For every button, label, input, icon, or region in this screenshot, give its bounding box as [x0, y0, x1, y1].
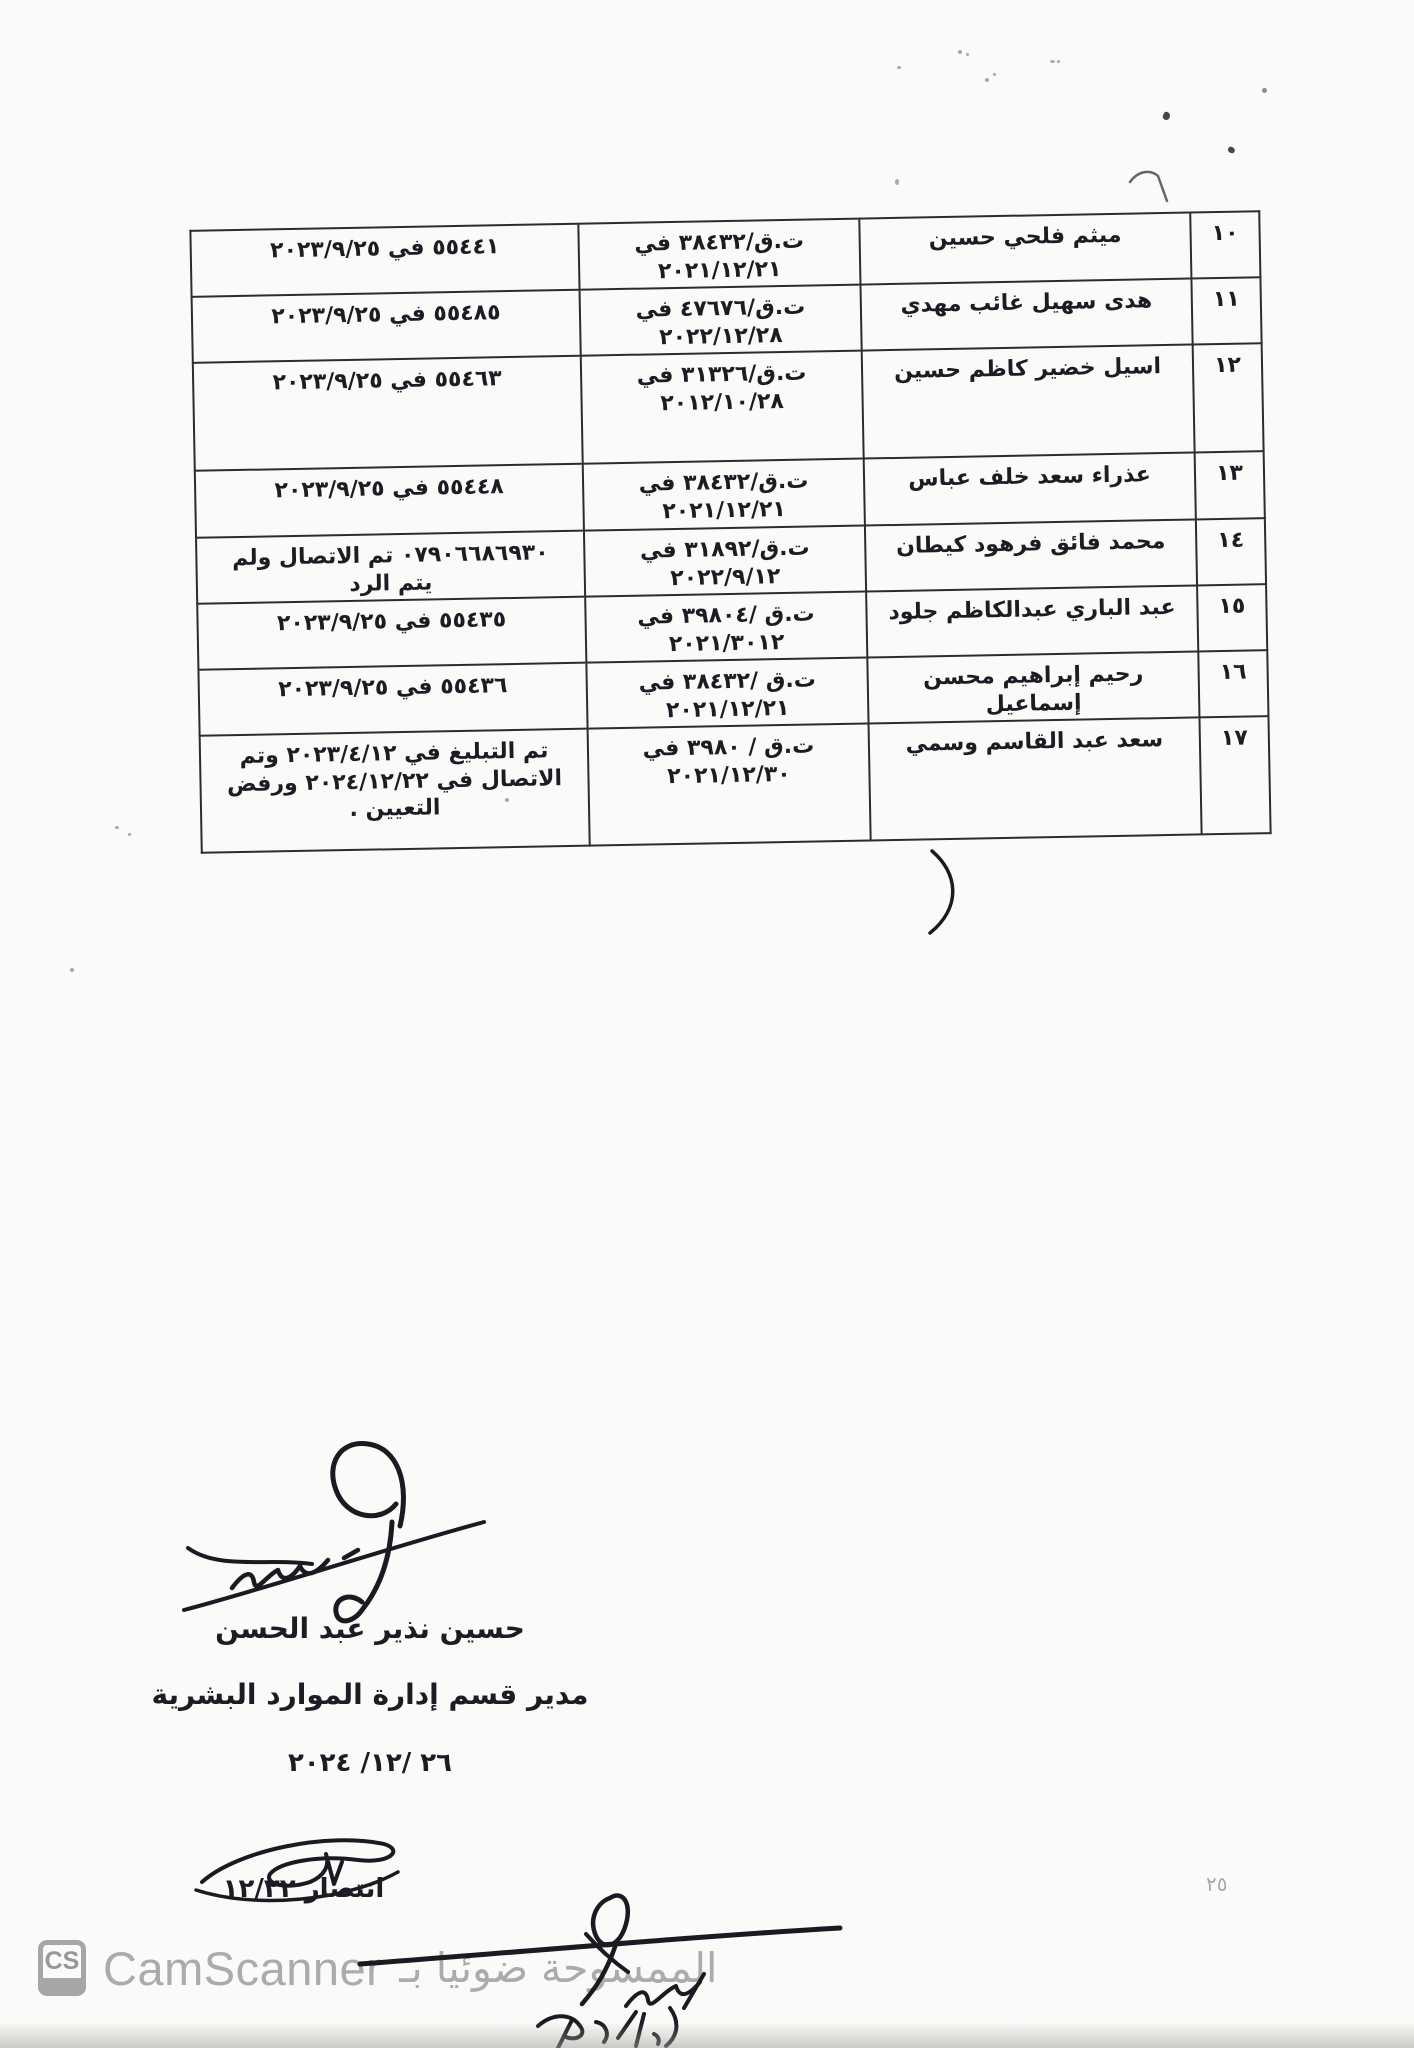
result-text: ٥٥٤٤١ في ٢٠٢٣/٩/٢٥	[269, 234, 500, 264]
row-number-cell: ١٣	[1195, 451, 1265, 519]
result-text: ٥٥٤٣٥ في ٢٠٢٣/٩/٢٥	[276, 607, 507, 637]
ref-number: ت.ق / ٣٩٨٠ في	[642, 733, 815, 762]
row-number-cell: ١٥	[1197, 584, 1267, 651]
pen-tick-mark	[1128, 168, 1172, 206]
signatory-title: مدير قسم إدارة الموارد البشرية	[151, 1678, 589, 1711]
scan-speck	[993, 73, 996, 76]
ref-date: ٢٠٢١/٣٠١٢	[668, 629, 785, 657]
result-cell	[195, 464, 584, 538]
clerk-note: انتصار ١٢/٢٢	[222, 1874, 385, 1904]
stray-pencil-note: ٢٥	[1206, 1872, 1228, 1896]
name-cell: محمد فائق فرهود كيطان	[865, 519, 1197, 591]
table-row	[200, 716, 1271, 853]
scan-speck	[1050, 60, 1055, 63]
ref-cell	[583, 459, 865, 531]
ref-cell	[578, 219, 860, 290]
camscanner-badge-text: CS	[44, 1947, 80, 1975]
result-cell	[197, 597, 586, 670]
scan-speck	[1161, 111, 1171, 121]
camscanner-brand-text: CamScanner	[103, 1941, 383, 1995]
signature-date: ٢٦ /١٢/ ٢٠٢٤	[287, 1748, 453, 1778]
result-cell	[190, 224, 579, 297]
ref-number: ت.ق /٣٨٤٣٢ في	[638, 667, 817, 696]
scan-speck	[128, 833, 131, 836]
name-cell: عذراء سعد خلف عباس	[864, 452, 1196, 525]
personnel-table-wrap	[189, 210, 1269, 853]
ref-number: ت.ق/٣٨٤٣٢ في	[638, 468, 809, 497]
scan-speck	[958, 50, 962, 54]
name-cell: ميثم فلحي حسين	[859, 213, 1191, 285]
result-text: ٥٥٤٣٦ في ٢٠٢٣/٩/٢٥	[277, 673, 508, 703]
result-text: ٠٧٩٠٦٦٨٦٩٣٠ تم الاتصال ولم يتم الرد	[231, 540, 549, 597]
ref-number: ت.ق/٣١٣٢٦ في	[636, 360, 807, 389]
scan-speck	[70, 968, 74, 972]
result-cell	[198, 663, 587, 736]
handwritten-paren-mark	[920, 845, 972, 941]
ref-cell	[585, 592, 867, 663]
row-number-cell: ١٠	[1190, 211, 1260, 278]
name-cell: سعد عبد القاسم وسمي	[869, 717, 1202, 840]
ref-date: ٢٠٢١/١٢/٣٠	[666, 761, 791, 789]
result-cell	[192, 290, 581, 363]
result-text: ٥٥٤٤٨ في ٢٠٢٣/٩/٢٥	[274, 474, 504, 504]
ref-number: ت.ق/٣٨٤٣٢ في	[634, 228, 805, 257]
table-row	[193, 343, 1264, 471]
ref-number: ت.ق/٤٧٦٧٦ في	[635, 294, 806, 323]
result-text: تم التبليغ في ٢٠٢٣/٤/١٢ وتم الاتصال في ٢٠٢٤/١٢/٢٢ ورفض التعيين .	[226, 738, 563, 823]
ref-cell	[586, 657, 868, 728]
signatory-name: حسين نذير عبد الحسن	[215, 1612, 525, 1645]
scan-speck	[115, 826, 119, 829]
row-number-cell: ١١	[1191, 277, 1261, 344]
result-cell	[200, 729, 590, 853]
camscanner-logo-icon	[38, 1940, 86, 1996]
ref-cell	[581, 351, 864, 464]
name-cell: عبد الباري عبدالكاظم جلود	[866, 585, 1198, 657]
bottom-handwritten-scribble	[348, 1878, 868, 2048]
ref-date: ٢٠٢٢/١٢/٢٨	[658, 322, 783, 350]
name-cell: هدى سهيل غائب مهدي	[860, 278, 1192, 350]
scan-speck	[895, 179, 899, 185]
row-number-cell: ١٤	[1196, 518, 1266, 585]
scan-speck	[966, 53, 969, 56]
ref-date: ٢٠١٢/١٠/٢٨	[660, 388, 785, 416]
row-number-cell: ١٧	[1199, 716, 1270, 834]
ref-cell	[584, 526, 866, 597]
result-cell	[196, 531, 585, 604]
result-text: ٥٥٤٦٣ في ٢٠٢٣/٩/٢٥	[272, 366, 502, 396]
ref-cell	[588, 723, 871, 845]
scan-speck	[1057, 60, 1060, 63]
ref-number: ت.ق /٣٩٨٠٤ في	[637, 601, 815, 630]
ref-number: ت.ق/٣١٨٩٢ في	[639, 535, 810, 564]
scan-speck	[1262, 88, 1267, 93]
personnel-table	[189, 210, 1271, 854]
row-number-cell: ١٢	[1193, 343, 1264, 452]
ref-date: ٢٠٢١/١٢/٢١	[657, 256, 782, 284]
name-cell: رحيم إبراهيم محسن إسماعيل	[867, 651, 1199, 723]
ref-date: ٢٠٢١/١٢/٢١	[665, 695, 790, 723]
ref-date: ٢٠٢١/١٢/٢١	[662, 496, 787, 524]
camscanner-badge-bar	[43, 1978, 81, 1991]
camscanner-arabic-text: الممسوحة ضوئيا بـ	[399, 1944, 718, 1992]
row-number-cell: ١٦	[1198, 650, 1268, 717]
scan-speck	[505, 798, 509, 802]
result-text: ٥٥٤٨٥ في ٢٠٢٣/٩/٢٥	[271, 300, 501, 330]
scan-speck	[985, 78, 989, 82]
ref-date: ٢٠٢٢/٩/١٢	[670, 563, 781, 591]
result-cell	[193, 356, 583, 471]
ref-cell	[580, 285, 862, 356]
scan-speck	[1227, 146, 1236, 154]
scan-speck	[897, 66, 901, 69]
name-cell: اسيل خضير كاظم حسين	[862, 344, 1195, 458]
